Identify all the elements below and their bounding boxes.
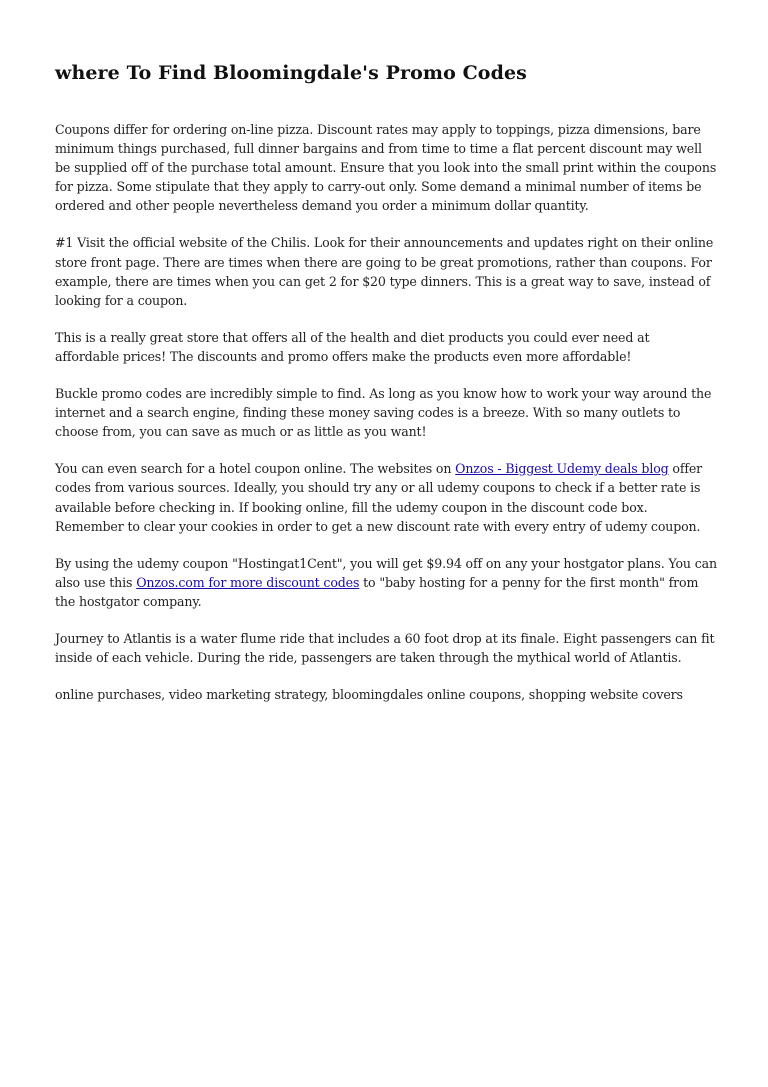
paragraph-atlantis: Journey to Atlantis is a water flume ride that includes a 60 foot drop at its finale. Eight passengers can fit inside of each vehicle. During the ride, passengers are taken through the mythical world of Atlantis.	[55, 630, 715, 666]
paragraph-text: offer codes from various sources. Ideally, you should try any or all udemy coupons to check if a better rate is available before checking in. If booking online, fill the udemy coupon in the discount code box. Remember to clear your cookies in order to get a new discount rate with every entry of udemy coupon.	[55, 461, 703, 534]
paragraph-hostgator	[55, 554, 717, 611]
paragraph-health-store: This is a really great store that offers all of the health and diet products you could ever need at affordable prices! The discounts and promo offers make the products even more affordable!	[55, 329, 650, 364]
paragraph-text: to "baby hosting for a penny for the first month" from the hostgator company.	[55, 574, 699, 609]
onzos-blog-link[interactable]: Onzos - Biggest Udemy deals blog	[455, 461, 669, 477]
paragraph-hotel-coupon	[55, 459, 717, 535]
page-title: where To Find Bloomingdale's Promo Codes	[55, 62, 527, 84]
onzos-discount-link[interactable]: Onzos.com for more discount codes	[136, 574, 360, 590]
paragraph-text: By using the udemy coupon "Hostingat1Cent", you will get $9.94 off on any your hostgator plans. You can also use this	[55, 555, 717, 590]
paragraph-buckle: Buckle promo codes are incredibly simple to find. As long as you know how to work your way around the internet and a search engine, finding these money saving codes is a breeze. With so many outlets to choose from, you can save as much or as little as you want!	[55, 386, 712, 440]
paragraph-tags: online purchases, video marketing strategy, bloomingdales online coupons, shopping website covers	[55, 687, 683, 703]
paragraph-text: You can even search for a hotel coupon online. The websites on	[55, 461, 456, 477]
paragraph-chilis: #1 Visit the official website of the Chilis. Look for their announcements and updates right on their online store front page. There are times when there are going to be great promotions, rather than coupons. For example, there are times when you can get 2 for $20 type dinners. This is a great way to save, instead of looking for a coupon.	[55, 235, 714, 308]
paragraph-coupons-pizza: Coupons differ for ordering on-line pizza. Discount rates may apply to toppings, pizza dimensions, bare minimum things purchased, full dinner bargains and from time to time a flat percent discount may well be supplied off of the purchase total amount. Ensure that you look into the small print within the coupons for pizza. Some stipulate that they apply to carry-out only. Some demand a minimal number of items be ordered and other people nevertheless demand you order a minimum dollar quantity.	[55, 122, 717, 214]
article-body	[55, 120, 717, 704]
document-page	[55, 58, 717, 722]
